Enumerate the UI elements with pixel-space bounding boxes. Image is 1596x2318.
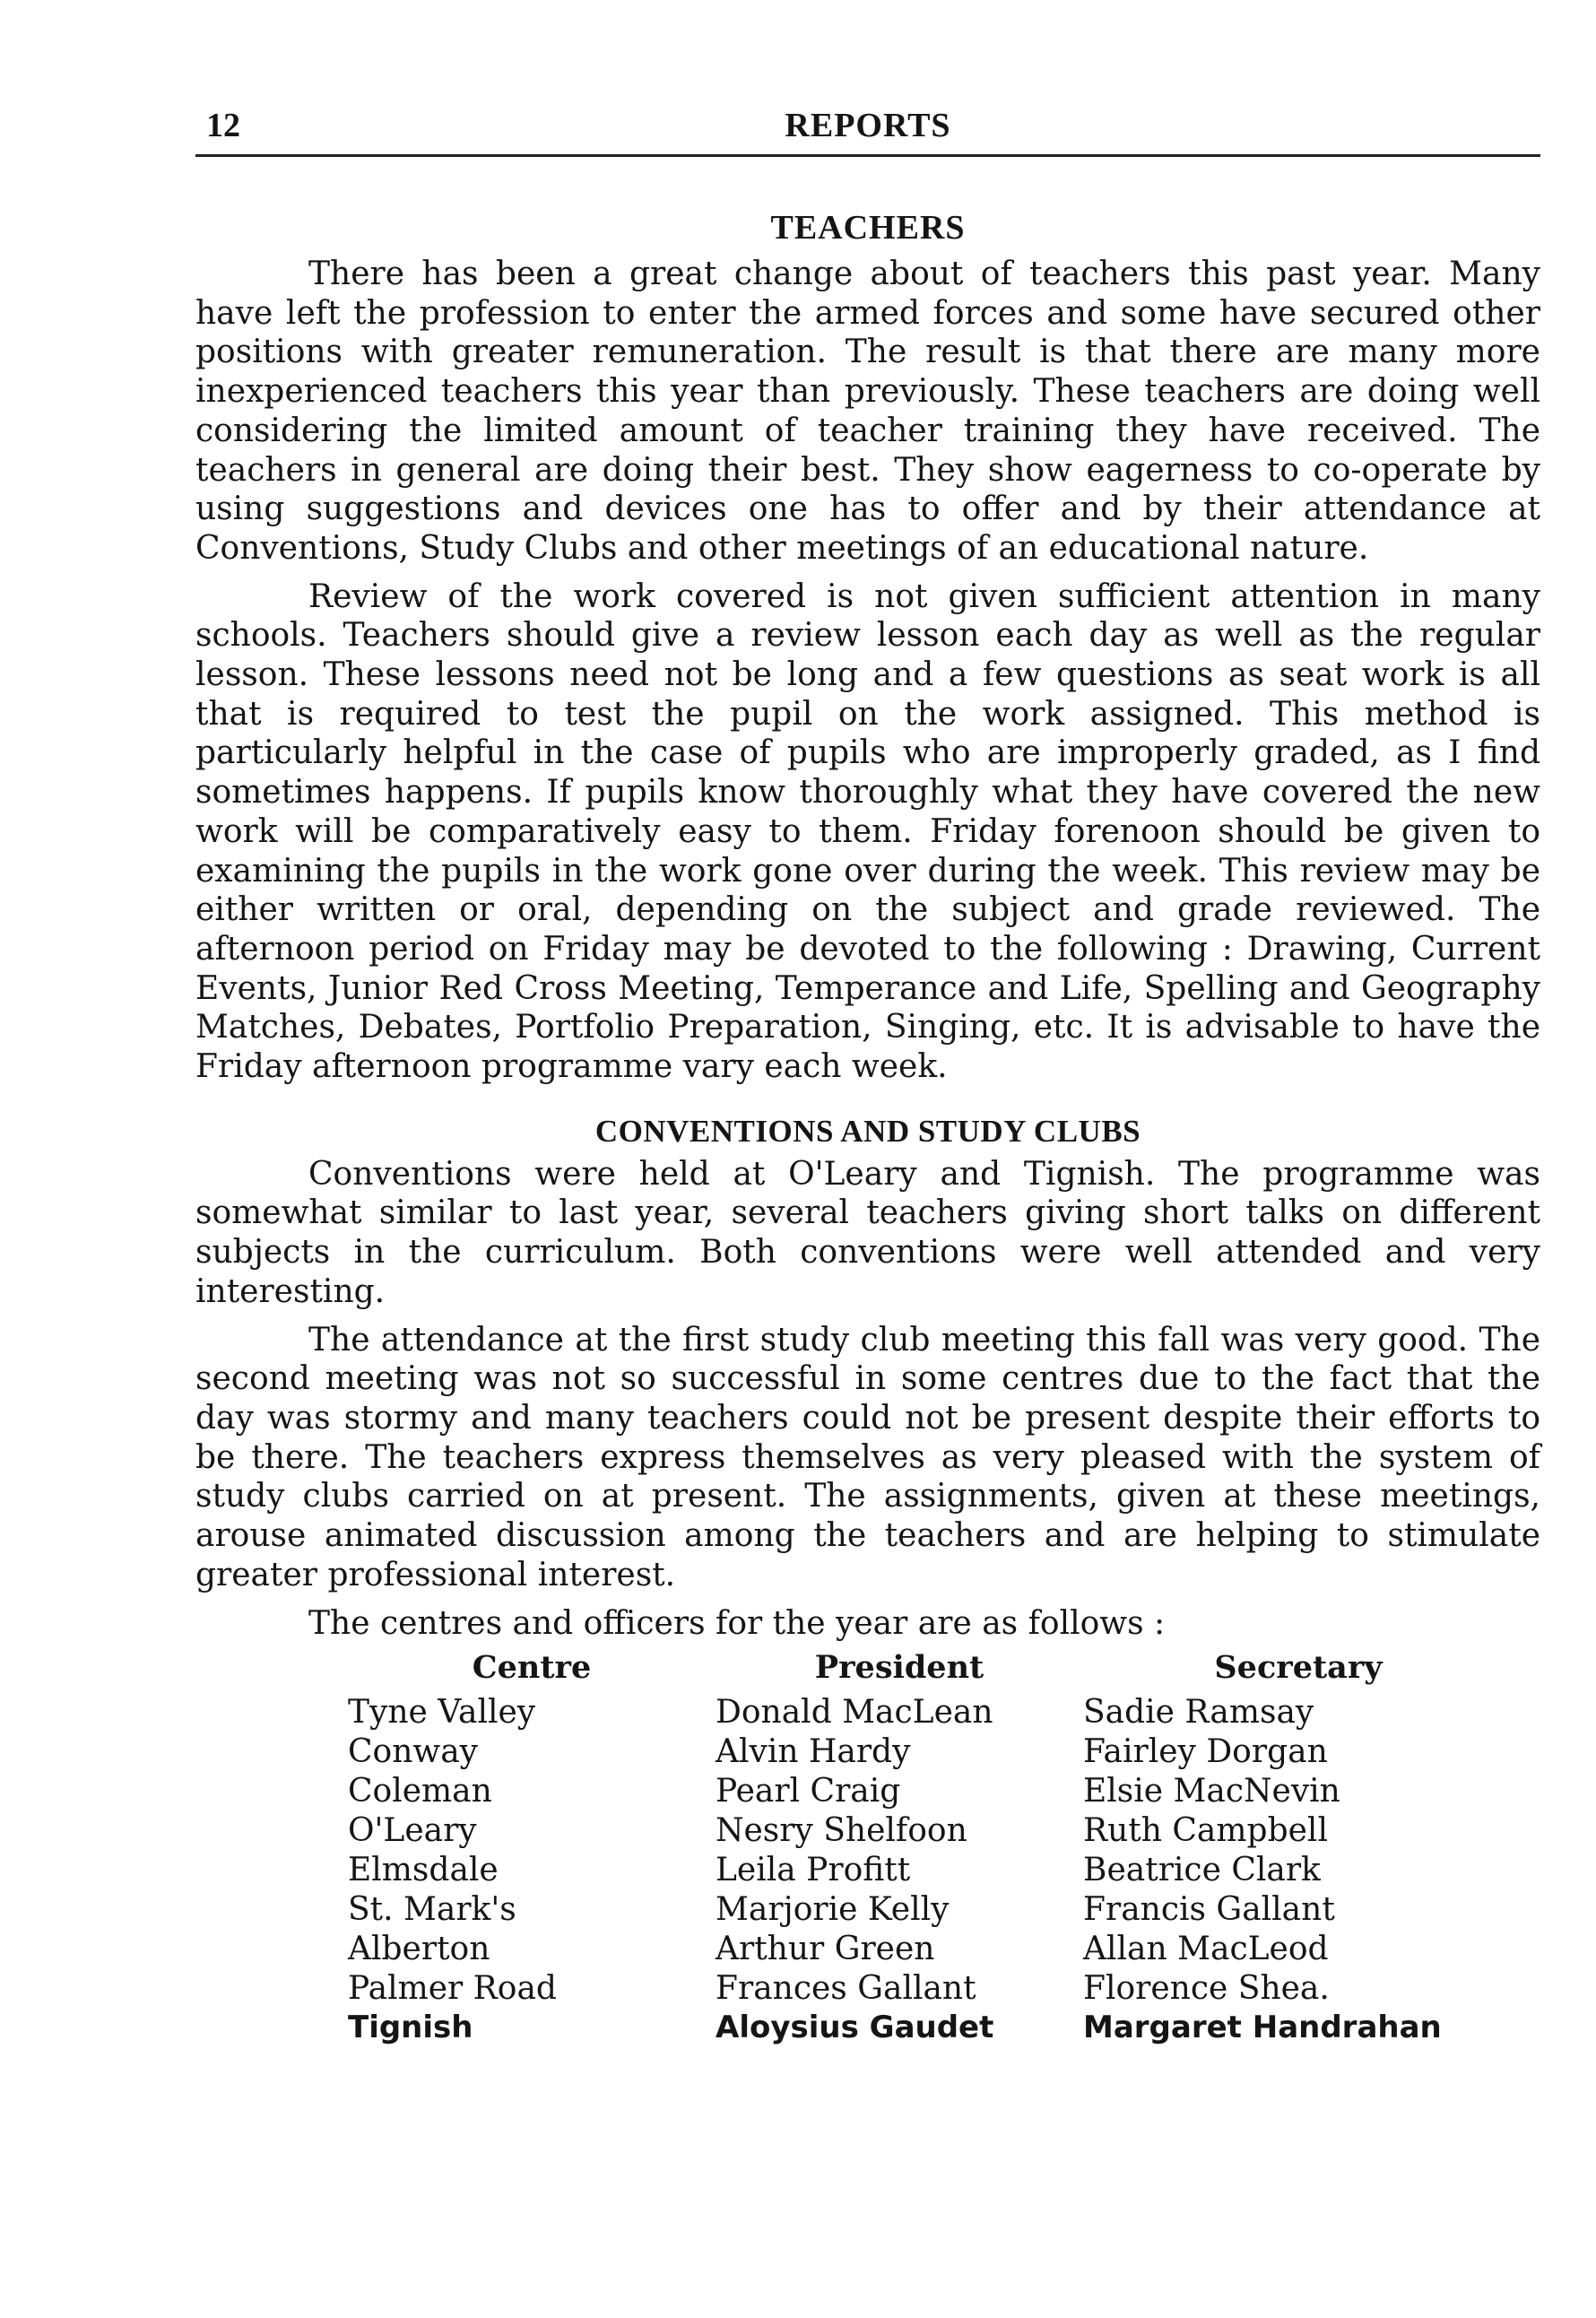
- table-row: [348, 1890, 1514, 1930]
- centre-cell: Tignish: [348, 2010, 473, 2046]
- president-cell: Leila Profitt: [716, 1852, 911, 1889]
- table-row: [348, 2009, 1514, 2048]
- centre-cell: Conway: [348, 1733, 479, 1771]
- president-cell: Aloysius Gaudet: [716, 2010, 994, 2046]
- teachers-paragraph-2: Review of the work covered is not given sufficient attention in many schools. Teachers should give a review lesson each day as well as the regular lesson. These lessons need not be long and a few questions as seat work is all that is required to test the pupil on the work assigned. This method is particularly helpful in the case of pupils who are improperly graded, as I find sometimes happens. If pupils know thoroughly what they have covered the new work will be comparatively easy to them. Friday forenoon should be given to examining the pupils in the work gone over during the week. This review may be either written or oral, depending on the subject and grade reviewed. The afternoon period on Friday may be devoted to the following : Drawing, Current Events, Junior Red Cross Meeting, Temperance and Life, Spelling and Geography Matches, Debates, Portfolio Preparation, Singing, etc. It is advisable to have the Friday afternoon programme vary each week.: [195, 577, 1540, 1086]
- table-row: [348, 1772, 1514, 1811]
- secretary-cell: Francis Gallant: [1083, 1891, 1335, 1929]
- president-cell: Marjorie Kelly: [716, 1891, 950, 1929]
- secretary-cell: Fairley Dorgan: [1083, 1733, 1328, 1771]
- running-header: [195, 100, 1540, 143]
- table-row: [348, 1693, 1514, 1732]
- secretary-cell: Ruth Campbell: [1083, 1812, 1328, 1850]
- header-president: President: [814, 1648, 984, 1686]
- teachers-paragraph-1: There has been a great change about of teachers this past year. Many have left the profession to enter the armed forces and some have secured other positions with greater remuneration. The result is that there are many more inexperienced teachers this year than previously. These teachers are doing well considering the limited amount of teacher training they have received. The teachers in general are doing their best. They show eagerness to co-operate by using suggestions and devices one has to offer and by their attendance at Conventions, Study Clubs and other meetings of an educational nature.: [195, 256, 1540, 567]
- conventions-paragraph-1: Conventions were held at O'Leary and Tignish. The programme was somewhat similar to last year, several teachers giving short talks on different subjects in the curriculum. Both conventions were well attended and very interesting.: [195, 1155, 1540, 1310]
- secretary-cell: Elsie MacNevin: [1083, 1773, 1340, 1810]
- secretary-cell: Sadie Ramsay: [1083, 1694, 1314, 1732]
- secretary-cell: Margaret Handrahan: [1083, 2010, 1442, 2046]
- president-cell: Arthur Green: [716, 1931, 935, 1968]
- header-centre: Centre: [472, 1648, 592, 1686]
- secretary-cell: Beatrice Clark: [1083, 1852, 1321, 1889]
- centre-cell: Palmer Road: [348, 1970, 557, 2008]
- secretary-cell: Florence Shea.: [1083, 1970, 1330, 2008]
- table-row: [348, 1811, 1514, 1851]
- conventions-paragraph-2: The attendance at the first study club meeting this fall was very good. The second meeting was not so successful in some centres due to the fact that the day was stormy and many teachers could not be present despite their efforts to be there. The teachers express themselves as very pleased with the system of study clubs carried on at present. The assignments, given at these meetings, arouse animated discussion among the teachers and are helping to stimulate greater professional interest.: [195, 1321, 1540, 1593]
- centre-cell: Elmsdale: [348, 1852, 499, 1889]
- document-page: [195, 100, 1540, 2048]
- officers-lead-in: The centres and officers for the year are as follows :: [308, 1604, 1166, 1642]
- centre-cell: Alberton: [348, 1931, 490, 1968]
- president-cell: Nesry Shelfoon: [716, 1812, 967, 1850]
- teachers-heading: TEACHERS: [770, 209, 966, 247]
- table-row: [348, 1969, 1514, 2009]
- page-number: 12: [206, 107, 240, 144]
- officers-table: [348, 1645, 1514, 2048]
- header-secretary: Secretary: [1214, 1648, 1383, 1686]
- secretary-cell: Allan MacLeod: [1083, 1931, 1329, 1968]
- president-cell: Pearl Craig: [716, 1773, 901, 1810]
- conventions-heading: CONVENTIONS AND STUDY CLUBS: [594, 1113, 1141, 1149]
- president-cell: Donald MacLean: [716, 1694, 993, 1732]
- table-row: [348, 1851, 1514, 1890]
- president-cell: Alvin Hardy: [716, 1733, 911, 1771]
- table-row: [348, 1930, 1514, 1969]
- president-cell: Frances Gallant: [716, 1970, 976, 2008]
- centre-cell: Tyne Valley: [348, 1694, 536, 1732]
- header-rule: [195, 154, 1540, 157]
- running-title: REPORTS: [785, 107, 951, 144]
- centre-cell: Coleman: [348, 1773, 492, 1810]
- officers-table-header-row: [348, 1645, 1514, 1693]
- centre-cell: St. Mark's: [348, 1891, 516, 1929]
- centre-cell: O'Leary: [348, 1812, 477, 1850]
- table-row: [348, 1732, 1514, 1772]
